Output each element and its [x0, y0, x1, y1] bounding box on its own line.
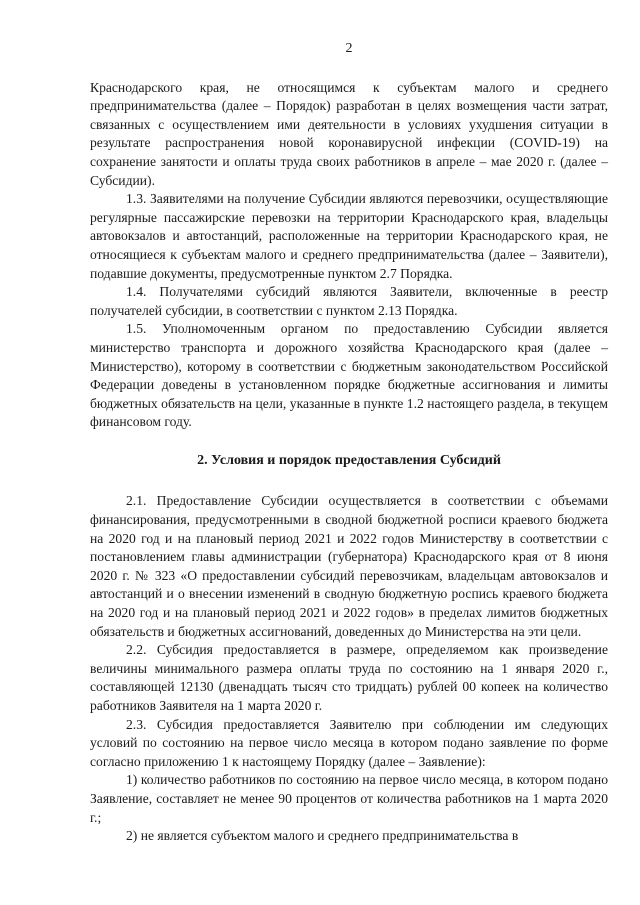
- paragraph-item-2: 2) не является субъектом малого и среднего предпринимательства в: [126, 828, 519, 844]
- paragraphs-top: [90, 79, 608, 432]
- paragraph-2-1: 2.1. Предоставление Субсидии осуществляется в соответствии с объемами финансирования, предусмотренными в сводной бюджетной росписи краевого бюджета на 2020 год и на плановый период 2021 и 2022 годов Министерству в соответствии с постановлением главы администрации (губернатора) Краснодарского края от 8 июня 2020 г. № 323 «О предоставлении субсидий перевозчикам, владельцам автовокзалов и автостанций и о внесении изменений в сводную бюджетную роспись краевого бюджета на 2020 год и на плановый период 2021 и 2022 годов» в пределах лимитов бюджетных обязательств и бюджетных ассигнований, доведенных до Министерства на эти цели.: [90, 493, 608, 639]
- section-heading: 2. Условия и порядок предоставления Субсидий: [197, 452, 501, 468]
- paragraph-continuation: Краснодарского края, не относящимся к субъектам малого и среднего предпринимательства (далее – Порядок) разработан в целях возмещения части затрат, связанных с осуществлением ими деятельности в условиях ухудшения ситуации в результате распространения новой коронавирусной инфекции (COVID-19) на сохранение занятости и оплаты труда своих работников в апреле – мае 2020 г. (далее – Субсидии).: [90, 79, 608, 188]
- page-number: 2: [345, 41, 353, 56]
- paragraph-item-1: 1) количество работников по состоянию на первое число месяца, в котором подано Заявление, составляет не менее 90 процентов от количества работников на 1 марта 2020 г.;: [90, 772, 608, 825]
- paragraph-2-2: 2.2. Субсидия предоставляется в размере, определяемом как произведение величины минимального размера оплаты труда по состоянию на 1 января 2020 г., составляющей 12130 (двенадцать тысяч сто тридцать) рублей 00 копеек на количество работников Заявителя на 1 марта 2020 г.: [90, 642, 608, 713]
- paragraph-1-3: 1.3. Заявителями на получение Субсидии являются перевозчики, осуществляющие регулярные пассажирские перевозки на территории Краснодарского края, владельцы автовокзалов и автостанций, расположенные на территории Краснодарского края, не относящиеся к субъектам малого и среднего предпринимательства (далее – Заявители), подавшие документы, предусмотренные пунктом 2.7 Порядка.: [90, 191, 608, 281]
- paragraphs-bottom: [90, 492, 608, 845]
- paragraph-2-3: 2.3. Субсидия предоставляется Заявителю при соблюдении им следующих условий по состоянию на первое число месяца в котором подано заявление по форме согласно приложению 1 к настоящему Порядку (далее – Заявление):: [90, 716, 608, 769]
- paragraph-1-5: 1.5. Уполномоченным органом по предоставлению Субсидии является министерство транспорта и дорожного хозяйства Краснодарского края (далее – Министерство), которому в соответствии с бюджетным законодательством Российской Федерации доведены в установленном порядке бюджетные ассигнования и лимиты бюджетных обязательств на цели, указанные в пункте 1.2 настоящего раздела, в текущем финансовом году.: [90, 321, 608, 430]
- paragraph-1-4: 1.4. Получателями субсидий являются Заявители, включенные в реестр получателей субсидии, в соответствии с пунктом 2.13 Порядка.: [90, 284, 608, 318]
